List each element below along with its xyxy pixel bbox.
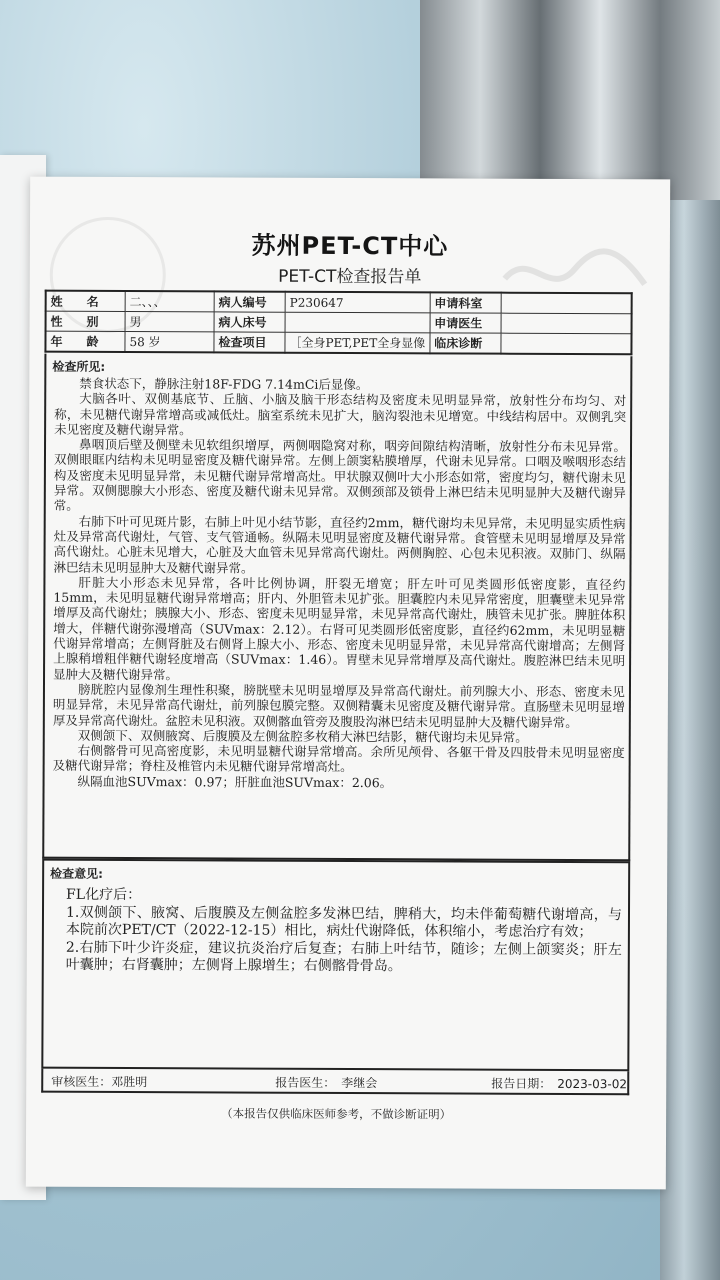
signature-bar: [41, 1069, 629, 1096]
doctor-label: 申请医生: [430, 313, 501, 333]
name-value: 二、、、: [125, 291, 214, 312]
info-row-2: [46, 311, 632, 334]
exam-item-label: 检查项目: [214, 332, 285, 353]
patient-info-table: [44, 290, 632, 356]
name-label: 姓 名: [46, 291, 126, 312]
bed-value: [285, 312, 430, 333]
findings-paragraph: 膀胱腔内显像剂生理性积聚，膀胱壁未见明显增厚及异常高代谢灶。前列腺大小、形态、密度未见明显异常，未见异常高代谢灶，前列腺包膜完整。双侧精囊未见密度及糖代谢异常。直肠壁未见明显增厚及异常高代谢灶。盆腔未见积液。双侧髂血管旁及腹股沟淋巴结未见明显肿大及糖代谢异常。: [52, 681, 625, 730]
patient-id-value: P230647: [285, 292, 430, 313]
report-sheet: [26, 177, 670, 1190]
exam-item-value: ［全身PET,PET全身显像: [285, 332, 430, 353]
background-metal-surface: [420, 0, 720, 200]
sex-value: 男: [125, 312, 214, 332]
opinion-line: FL化疗后：: [66, 886, 142, 904]
opinion-section: [41, 859, 630, 1072]
findings-section: [42, 354, 632, 862]
report-subtitle: PET-CT检查报告单: [278, 266, 422, 288]
doctor-value: [501, 313, 632, 334]
info-row-3: [45, 331, 631, 354]
disclaimer-note: （本报告仅供临床医师参考，不做诊断证明）: [221, 1106, 452, 1122]
reporting-doctor: 报告医生： 李继会: [275, 1075, 378, 1091]
opinion-body: [66, 887, 622, 977]
diagnosis-value: [501, 333, 632, 354]
age-label: 年 龄: [45, 331, 125, 352]
findings-paragraph: 禁食状态下，静脉注射18F-FDG 7.14mCi后显像。: [79, 375, 369, 393]
findings-paragraph: 肝脏大小形态未见异常，各叶比例协调，肝裂无增宽；肝左叶可见类圆形低密度影，直径约15mm，未见明显糖代谢异常增高；肝内、外胆管未见扩张。胆囊腔内未见异常密度，胆囊壁未见异常增厚及高代谢灶；胰腺大小、形态、密度未见明显异常，未见异常高代谢灶，胰管未见扩张。脾脏体积增大，伴糖代谢弥漫增高（SUVmax：2.12）。右肾可见类圆形低密度影，直径约62mm，未见明显糖代谢异常增高；左侧肾脏及右侧肾上腺大小、形态、密度未见明显异常，未见异常高代谢增高；左侧肾上腺稍增粗伴糖代谢轻度增高（SUVmax：1.46）。胃壁未见异常增厚及高代谢灶。腹腔淋巴结未见明显肿大及糖代谢异常。: [53, 574, 626, 682]
report-center-title: 苏州PET-CT中心: [251, 231, 449, 261]
findings-body: [53, 376, 627, 792]
report-date: 报告日期： 2023-03-02: [491, 1076, 628, 1092]
opinion-title: 检查意见:: [50, 866, 104, 881]
opinion-line: 1.双侧颌下、腋窝、后腹膜及左侧盆腔多发淋巴结，脾稍大，均未伴葡萄糖代谢增高，与本院前次PET/CT（2022-12-15）相比，病灶代谢降低，体积缩小，考虑治疗有效；: [65, 904, 623, 941]
age-value: 58 岁: [125, 332, 214, 353]
dept-value: [501, 293, 632, 314]
sex-label: 性 别: [46, 311, 126, 331]
findings-title: 检查所见:: [52, 359, 106, 374]
opinion-line: 2.右肺下叶少许炎症，建议抗炎治疗后复查；右肺上叶结节，随诊；左侧上颌窦炎；肝左叶囊肿；右肾囊肿；左侧肾上腺增生；右侧髂骨骨岛。: [65, 939, 622, 975]
findings-paragraph: 鼻咽顶后壁及侧壁未见软组织增厚，两侧咽隐窝对称，咽旁间隙结构清晰，放射性分布未见异常。双侧眼眶内结构未见明显密度及糖代谢异常。左侧上颌窦粘膜增厚，代谢未见异常。口咽及喉咽形态结构及密度未见明显异常，未见糖代谢异常增高灶。甲状腺双侧叶大小形态如常，密度均匀，糖代谢未见异常。双侧腮腺大小形态、密度及糖代谢未见异常。双侧颈部及锁骨上淋巴结未见明显肿大及糖代谢异常。: [53, 437, 627, 514]
reviewer-doctor: 审核医生：邓胜明: [51, 1074, 148, 1090]
patient-id-label: 病人编号: [214, 291, 285, 312]
info-row-1: [46, 291, 632, 314]
bed-label: 病人床号: [214, 312, 285, 332]
findings-paragraph: 大脑各叶、双侧基底节、丘脑、小脑及脑干形态结构及密度未见明显异常，放射性分布均匀、对称，未见糖代谢异常增高或减低灶。脑室系统未见扩大，脑沟裂池未见增宽。中线结构居中。双侧乳突未见密度及糖代谢异常。: [54, 391, 627, 438]
findings-paragraph: 右侧髂骨可见高密度影，未见明显糖代谢异常增高。余所见颅骨、各躯干骨及四肢骨未见明显密度及糖代谢异常；脊柱及椎管内未见糖代谢异常增高灶。: [52, 742, 625, 775]
diagnosis-label: 临床诊断: [430, 333, 501, 354]
findings-paragraph: 纵隔血池SUVmax：0.97；肝脏血池SUVmax：2.06。: [77, 773, 393, 790]
dept-label: 申请科室: [430, 292, 501, 313]
findings-paragraph: 右肺下叶可见斑片影，右肺上叶见小结节影，直径约2mm，糖代谢均未见异常，未见明显实质性病灶及异常高代谢灶，气管、支气管通畅。纵隔未见明显密度及糖代谢异常。食管壁未见明显增厚及异常高代谢灶。心脏未见增大，心脏及大血管未见异常高代谢灶。两侧胸腔、心包未见积液。双肺门、纵隔淋巴结未见明显肿大及糖代谢异常。: [53, 513, 626, 576]
findings-paragraph: 双侧颌下、双侧腋窝、后腹膜及左侧盆腔多枚稍大淋巴结影，糖代谢均未见异常。: [77, 727, 528, 745]
